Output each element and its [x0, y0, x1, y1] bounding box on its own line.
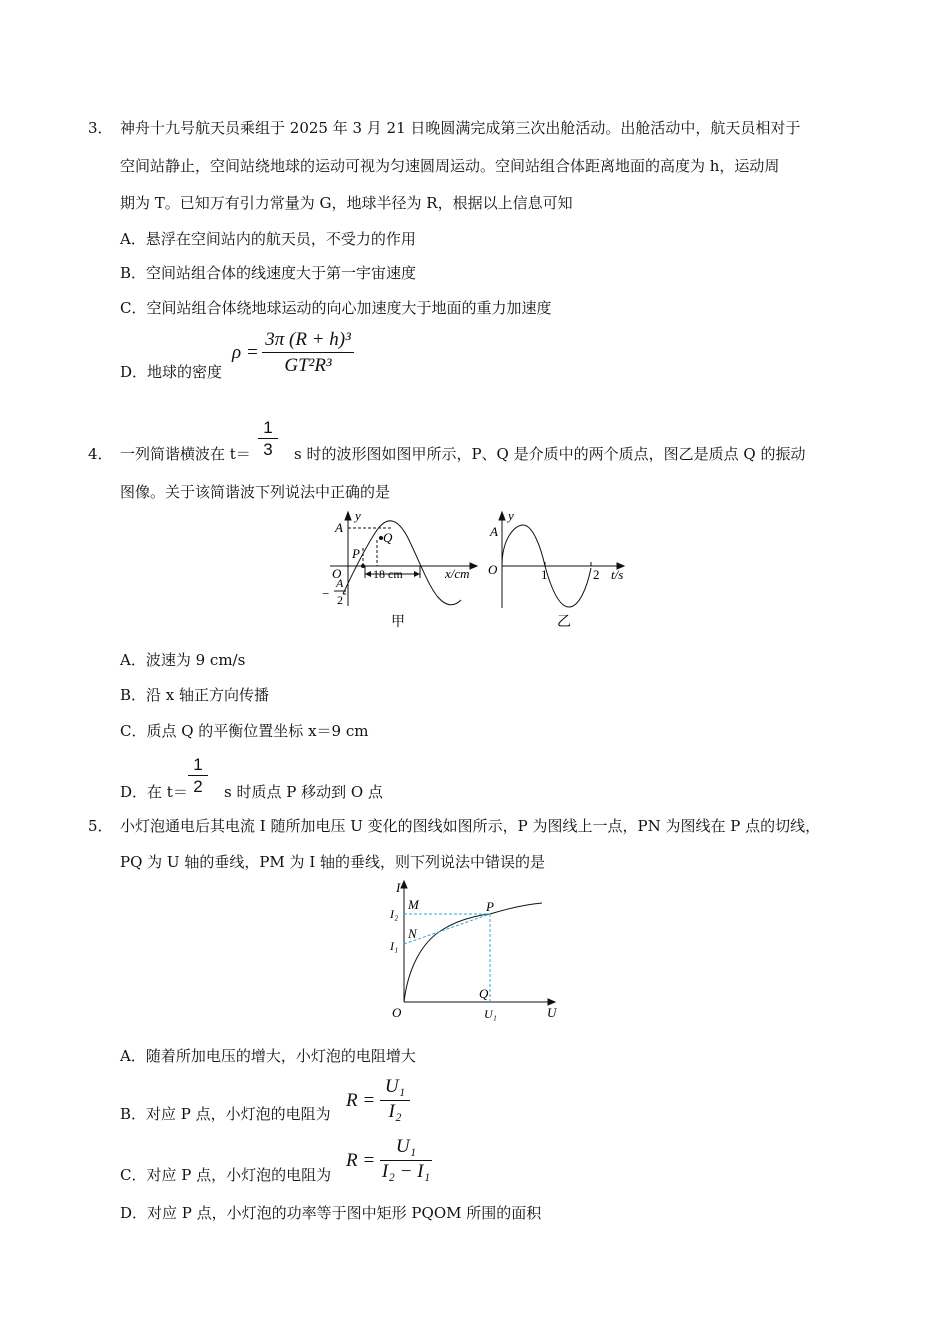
q4-d-fraction-den: 2 — [193, 777, 203, 796]
iu-N-label: N — [408, 926, 417, 941]
q3-d-formula-numerator: 3π (R + h)³ — [265, 329, 351, 350]
jia-negA-den: 2 — [337, 593, 343, 607]
q4-time-fraction-num: 1 — [263, 418, 273, 437]
q5-b-denominator: I₂ — [388, 1101, 402, 1122]
yi-t1-label: 1 — [541, 567, 548, 582]
figure-iu-curve — [380, 878, 570, 1026]
q5-option-a: A．随着所加电压的增大，小灯泡的电阻增大 — [120, 1047, 416, 1065]
q4-option-d-post: s 时质点 P 移动到 O 点 — [224, 783, 383, 801]
iu-U1-label: U₁ — [484, 1007, 497, 1021]
q4-time-fraction-bar — [258, 438, 278, 439]
iu-P-label: P — [486, 899, 494, 914]
q3-number: 3． — [88, 119, 113, 137]
jia-Q-label: Q — [383, 530, 393, 545]
q3-option-d: D．地球的密度 — [120, 363, 223, 381]
q4-stem-line2: 图像。关于该简谐波下列说法中正确的是 — [120, 483, 391, 501]
jia-minus-sign: − — [322, 586, 330, 601]
jia-distance-arrow-right — [414, 571, 420, 577]
jia-O-label: O — [332, 566, 342, 581]
jia-distance-arrow-left — [365, 571, 371, 577]
q3-option-b: B．空间站组合体的线速度大于第一宇宙速度 — [120, 264, 417, 282]
iu-i-arrow — [401, 881, 407, 888]
jia-y-label: y — [355, 508, 361, 523]
q5-option-b: B．对应 P 点，小灯泡的电阻为 — [120, 1105, 331, 1123]
q3-stem-line3: 期为 T。已知万有引力常量为 G，地球半径为 R，根据以上信息可知 — [120, 194, 573, 212]
q5-stem-line1: 小灯泡通电后其电流 I 随所加电压 U 变化的图线如图所示，P 为图线上一点，PN 为图线在 P 点的切线， — [120, 817, 821, 835]
q5-b-numerator: U₁ — [384, 1076, 406, 1097]
q5-option-d: D．对应 P 点，小灯泡的功率等于图中矩形 PQOM 所围的面积 — [120, 1204, 542, 1222]
q4-option-a: A．波速为 9 cm/s — [120, 651, 246, 669]
q3-d-formula-denominator: GT²R³ — [284, 355, 332, 376]
q5-stem-line2: PQ 为 U 轴的垂线，PM 为 I 轴的垂线，则下列说法中错误的是 — [120, 853, 546, 871]
yi-y-arrow — [499, 512, 505, 520]
yi-A-label: A — [490, 524, 498, 539]
iu-curve — [404, 903, 542, 1002]
q5-b-lhs: R = — [346, 1090, 376, 1111]
jia-p-dot — [361, 564, 365, 568]
yi-t2-label: 2 — [593, 567, 600, 582]
q5-number: 5． — [88, 817, 113, 835]
q4-d-fraction — [188, 755, 208, 796]
q5-c-numerator: U₁ — [395, 1136, 417, 1157]
yi-t-label: t/s — [611, 567, 624, 582]
iu-M-label: M — [408, 897, 419, 912]
q4-number: 4． — [88, 445, 113, 463]
jia-x-arrow — [470, 563, 477, 569]
iu-I1-label: I₁ — [390, 939, 399, 953]
iu-I-label: I — [396, 880, 401, 895]
jia-caption: 甲 — [391, 615, 405, 630]
q5-c-lhs: R = — [346, 1150, 376, 1171]
jia-P-label: P — [352, 546, 360, 561]
q3-d-formula-lhs: ρ = — [232, 342, 259, 363]
q3-stem-line1: 神舟十九号航天员乘组于 2025 年 3 月 21 日晚圆满完成第三次出舱活动。出舱活动中，航天员相对于 — [120, 119, 801, 137]
iu-I2-label: I₂ — [390, 907, 399, 921]
figure-jia — [315, 508, 485, 633]
jia-y-arrow — [345, 512, 351, 520]
q4-option-c: C．质点 Q 的平衡位置坐标 x＝9 cm — [120, 722, 369, 740]
q4-option-b: B．沿 x 轴正方向传播 — [120, 686, 270, 704]
jia-A-label: A — [335, 520, 343, 535]
q4-stem-line1-post: s 时的波形图如图甲所示，P、Q 是介质中的两个质点，图乙是质点 Q 的振动 — [294, 445, 806, 463]
q4-d-fraction-bar — [188, 775, 208, 776]
iu-tangent-line — [404, 914, 490, 944]
q4-time-fraction — [258, 418, 278, 459]
iu-Q-label: Q — [479, 986, 489, 1001]
yi-O-label: O — [488, 562, 498, 577]
q3-option-c: C．空间站组合体绕地球运动的向心加速度大于地面的重力加速度 — [120, 299, 552, 317]
q5-option-c: C．对应 P 点，小灯泡的电阻为 — [120, 1166, 332, 1184]
yi-y-label: y — [508, 508, 514, 523]
yi-caption: 乙 — [557, 615, 571, 630]
jia-wave-curve — [343, 521, 461, 605]
jia-distance-label: 18 cm — [373, 567, 403, 581]
q5-c-denominator: I₂ − I₁ — [381, 1161, 431, 1182]
jia-x-label: x/cm — [445, 566, 470, 581]
figure-yi — [485, 508, 635, 633]
q3-option-a: A．悬浮在空间站内的航天员，不受力的作用 — [120, 230, 416, 248]
q4-option-d-pre: D．在 t＝ — [120, 783, 188, 801]
iu-U-label: U — [547, 1005, 557, 1020]
jia-negA-num: A — [336, 576, 344, 590]
q4-d-fraction-num: 1 — [193, 755, 203, 774]
q3-d-fraction-bar — [262, 352, 354, 353]
iu-O-label: O — [392, 1005, 402, 1020]
q4-stem-line1-pre: 一列简谐横波在 t＝ — [120, 445, 251, 463]
q4-time-fraction-den: 3 — [263, 440, 273, 459]
q3-stem-line2: 空间站静止，空间站绕地球的运动可视为匀速圆周运动。空间站组合体距离地面的高度为 h，运动周 — [120, 157, 780, 175]
